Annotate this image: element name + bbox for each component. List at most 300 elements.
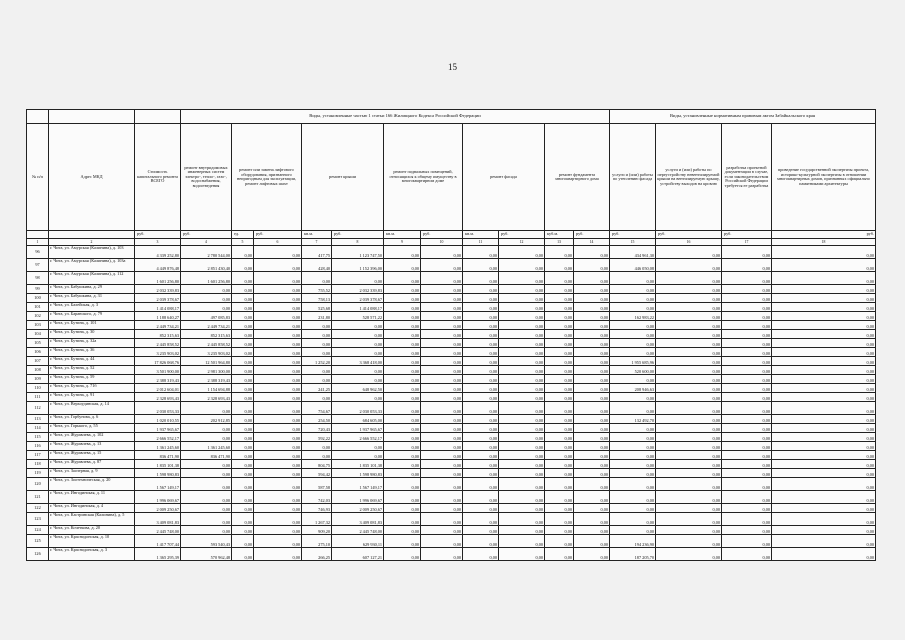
row-value: 0,00: [722, 491, 772, 504]
row-value: 0,00: [254, 442, 302, 451]
row-value: 0,00: [656, 339, 722, 348]
table-row: [27, 535, 876, 548]
row-value: 0,00: [332, 321, 384, 330]
row-value: 1 154 694,88: [181, 384, 232, 393]
table-row: [27, 259, 876, 272]
row-value: 0,00: [574, 478, 610, 491]
row-number: 101: [27, 303, 49, 312]
row-value: 0,00: [384, 303, 421, 312]
row-value: 0,00: [772, 415, 876, 424]
row-value: 0,00: [254, 357, 302, 366]
row-number: 98: [27, 272, 49, 285]
row-value: 0,00: [722, 330, 772, 339]
row-number: 110: [27, 384, 49, 393]
table-row: [27, 330, 876, 339]
row-number: 119: [27, 469, 49, 478]
row-value: 0,00: [254, 535, 302, 548]
row-value: 0,00: [302, 330, 332, 339]
group-blank: [27, 110, 49, 124]
row-value: 0,00: [545, 491, 574, 504]
row-value: 0,00: [254, 294, 302, 303]
row-value: 0,00: [232, 246, 254, 259]
row-address: г. Чита, ул. Краснодонская, д. 10: [49, 535, 135, 548]
row-value: 0,00: [545, 393, 574, 402]
row-value: 0,00: [545, 504, 574, 513]
row-value: 2 030 053,33: [332, 402, 384, 415]
row-value: 0,00: [722, 366, 772, 375]
row-address: г. Чита, ул. Амурская (Калинина), д. 103а: [49, 259, 135, 272]
unit-cell: [27, 231, 49, 239]
row-value: 0,00: [463, 491, 499, 504]
row-address: г. Чита, ул. Балейская, д. 3: [49, 303, 135, 312]
row-value: 0,00: [545, 535, 574, 548]
row-value: 593 540,43: [181, 535, 232, 548]
row-value: 0,00: [574, 526, 610, 535]
row-value: 0,00: [656, 526, 722, 535]
row-value: 0,00: [610, 285, 656, 294]
unit-cell: кв.м.: [463, 231, 499, 239]
row-value: 0,00: [499, 424, 545, 433]
row-value: 0,00: [463, 272, 499, 285]
row-value: 0,00: [421, 424, 463, 433]
column-number: 1: [27, 239, 49, 246]
row-value: 0,00: [545, 460, 574, 469]
row-value: 0,00: [332, 339, 384, 348]
row-value: 0,00: [463, 339, 499, 348]
row-value: 2 328 693,43: [181, 393, 232, 402]
table-row: [27, 415, 876, 424]
row-value: 0,00: [499, 478, 545, 491]
row-value: 0,00: [421, 433, 463, 442]
row-value: 0,00: [722, 357, 772, 366]
table-row: [27, 375, 876, 384]
row-value: 0,00: [656, 330, 722, 339]
header-no: № п/п: [27, 124, 49, 231]
unit-cell: ед.: [232, 231, 254, 239]
column-number: 2: [49, 239, 135, 246]
row-value: 0,00: [384, 442, 421, 451]
row-value: 0,00: [302, 375, 332, 384]
row-value: 0,00: [463, 513, 499, 526]
row-value: 0,00: [545, 526, 574, 535]
row-value: 0,00: [254, 272, 302, 285]
row-value: 0,00: [463, 285, 499, 294]
row-number: 103: [27, 321, 49, 330]
row-value: 2 445 748,00: [135, 526, 181, 535]
row-value: 0,00: [574, 442, 610, 451]
table-row: [27, 303, 876, 312]
row-value: 0,00: [574, 366, 610, 375]
row-address: г. Чита, ул. Журавлева, д. 102: [49, 433, 135, 442]
row-value: 0,00: [772, 366, 876, 375]
row-value: 1 188 640,27: [135, 312, 181, 321]
row-value: 0,00: [421, 272, 463, 285]
row-value: 0,00: [772, 285, 876, 294]
row-value: 594,42: [302, 469, 332, 478]
row-value: 0,00: [574, 415, 610, 424]
row-value: 0,00: [254, 303, 302, 312]
row-value: 0,00: [656, 415, 722, 424]
row-value: 0,00: [421, 535, 463, 548]
row-value: 0,00: [232, 513, 254, 526]
row-number: 123: [27, 513, 49, 526]
row-value: 0,00: [722, 526, 772, 535]
row-value: 0,00: [656, 424, 722, 433]
row-value: 0,00: [574, 285, 610, 294]
row-value: 2 039 378,67: [332, 294, 384, 303]
row-value: 0,00: [232, 469, 254, 478]
row-value: 0,00: [254, 285, 302, 294]
row-value: 0,00: [772, 548, 876, 561]
row-value: 0,00: [722, 246, 772, 259]
row-value: 0,00: [463, 259, 499, 272]
row-value: 0,00: [574, 321, 610, 330]
row-value: 0,00: [499, 384, 545, 393]
row-value: 0,00: [463, 294, 499, 303]
row-value: 0,00: [772, 513, 876, 526]
row-value: 0,00: [421, 330, 463, 339]
row-value: 0,00: [574, 330, 610, 339]
row-value: 0,00: [463, 415, 499, 424]
row-value: 0,00: [384, 357, 421, 366]
row-value: 0,00: [545, 272, 574, 285]
column-number: 11: [463, 239, 499, 246]
row-value: 0,00: [722, 424, 772, 433]
row-value: 0,00: [384, 330, 421, 339]
table-row: [27, 513, 876, 526]
row-value: 0,00: [302, 393, 332, 402]
row-value: 0,00: [574, 339, 610, 348]
row-value: 0,00: [463, 366, 499, 375]
row-value: 0,00: [232, 393, 254, 402]
row-value: 0,00: [463, 460, 499, 469]
row-value: 648 962,50: [332, 384, 384, 393]
row-number: 107: [27, 357, 49, 366]
row-address: г. Чита, ул. Бутина, д. 44: [49, 357, 135, 366]
row-value: 0,00: [499, 246, 545, 259]
row-value: 0,00: [499, 402, 545, 415]
row-value: 0,00: [421, 375, 463, 384]
row-value: 0,00: [722, 433, 772, 442]
table-row: [27, 442, 876, 451]
row-value: 0,00: [574, 491, 610, 504]
row-number: 109: [27, 375, 49, 384]
row-value: 0,00: [499, 491, 545, 504]
row-value: 0,00: [574, 375, 610, 384]
row-value: 0,00: [421, 384, 463, 393]
row-value: 0,00: [499, 526, 545, 535]
row-number: 122: [27, 504, 49, 513]
row-value: 0,00: [181, 469, 232, 478]
row-number: 97: [27, 259, 49, 272]
row-value: 1 365 295,39: [135, 548, 181, 561]
row-address: г. Чита, ул. Ингодинская, д. 4: [49, 504, 135, 513]
header-engineering-systems: ремонт внутридомовых инженерных систем электро-, тепло-, газо-, водоснабжения, водоотведения: [181, 124, 232, 231]
row-number: 114: [27, 424, 49, 433]
table-row: [27, 491, 876, 504]
header-basement: ремонт подвальных помещений, относящихся к общему имуществу в многоквартирном доме: [384, 124, 463, 231]
row-value: 0,00: [181, 513, 232, 526]
row-address: г. Чита, ул. Кочеткова, д. 20: [49, 526, 135, 535]
column-number: 10: [421, 239, 463, 246]
row-value: 0,00: [722, 460, 772, 469]
row-value: 1 598 980,83: [135, 469, 181, 478]
row-value: 0,00: [254, 478, 302, 491]
row-value: 1 835 101,38: [332, 460, 384, 469]
row-value: 17 826 068,76: [135, 357, 181, 366]
row-value: 0,00: [574, 424, 610, 433]
table-row: [27, 526, 876, 535]
row-value: 0,00: [610, 303, 656, 312]
row-value: 0,00: [545, 303, 574, 312]
row-value: 0,00: [254, 424, 302, 433]
row-value: 0,00: [610, 339, 656, 348]
row-value: 0,00: [722, 513, 772, 526]
row-value: 0,00: [254, 312, 302, 321]
row-value: 2 328 693,43: [135, 393, 181, 402]
row-value: 0,00: [545, 548, 574, 561]
row-value: 0,00: [421, 491, 463, 504]
table-row: [27, 366, 876, 375]
row-value: 836 471,90: [135, 451, 181, 460]
row-value: 0,00: [545, 384, 574, 393]
group-blank: [135, 110, 181, 124]
row-value: 0,00: [545, 330, 574, 339]
row-value: 0,00: [574, 393, 610, 402]
row-value: 0,00: [463, 424, 499, 433]
row-value: 0,00: [772, 526, 876, 535]
row-value: 0,00: [384, 548, 421, 561]
table-row: [27, 285, 876, 294]
row-value: 231,80: [302, 312, 332, 321]
row-value: 746,93: [302, 504, 332, 513]
row-value: 1 601 256,80: [181, 272, 232, 285]
row-value: 0,00: [421, 442, 463, 451]
row-value: 0,00: [574, 402, 610, 415]
row-value: 0,00: [772, 442, 876, 451]
row-value: 528 571,22: [332, 312, 384, 321]
unit-cell: руб.: [181, 231, 232, 239]
row-value: 0,00: [499, 375, 545, 384]
row-value: 0,00: [499, 535, 545, 548]
row-value: 0,00: [332, 330, 384, 339]
row-value: 0,00: [254, 415, 302, 424]
row-value: 1 996 069,67: [332, 491, 384, 504]
row-value: 0,00: [302, 442, 332, 451]
row-value: 0,00: [421, 366, 463, 375]
row-value: 0,00: [722, 535, 772, 548]
row-address: г. Чита, ул. Амурская (Калинина), д. 112: [49, 272, 135, 285]
row-value: 0,00: [610, 491, 656, 504]
row-value: 607 127,21: [332, 548, 384, 561]
row-value: 0,00: [574, 451, 610, 460]
column-number: 4: [181, 239, 232, 246]
row-value: 0,00: [254, 513, 302, 526]
row-value: 0,00: [772, 312, 876, 321]
group-regional: Виды, установленные нормативным правовым актом Забайкальского края: [610, 110, 876, 124]
row-value: 0,00: [722, 504, 772, 513]
row-value: 3 501 900,00: [135, 366, 181, 375]
row-value: 0,00: [232, 384, 254, 393]
row-value: 2 009 250,67: [332, 504, 384, 513]
row-address: г. Чита, ул. Амурская (Калинина), д. 103: [49, 246, 135, 259]
row-value: 0,00: [574, 460, 610, 469]
header-elevators: ремонт или замена лифтового оборудования, признанного непригодным для эксплуатации, ремонт лифтовых шахт: [232, 124, 302, 231]
row-value: 0,00: [772, 339, 876, 348]
row-value: 0,00: [302, 366, 332, 375]
row-value: 0,00: [181, 460, 232, 469]
row-value: 0,00: [421, 526, 463, 535]
row-value: 0,00: [421, 312, 463, 321]
row-value: 3 409 081,83: [135, 513, 181, 526]
row-value: 2 449 734,21: [135, 321, 181, 330]
row-value: 0,00: [656, 442, 722, 451]
table-row: [27, 469, 876, 478]
row-value: 0,00: [384, 535, 421, 548]
row-value: 0,00: [254, 469, 302, 478]
row-value: 684 605,00: [332, 415, 384, 424]
row-value: 0,00: [656, 303, 722, 312]
row-address: г. Чита, ул. Бутина, д. 71б: [49, 384, 135, 393]
row-value: 0,00: [499, 357, 545, 366]
row-value: 1 123 747,50: [332, 246, 384, 259]
row-number: 120: [27, 478, 49, 491]
row-value: 0,00: [656, 393, 722, 402]
row-value: 3 235 903,02: [181, 348, 232, 357]
unit-cell: руб.: [499, 231, 545, 239]
row-value: 0,00: [232, 526, 254, 535]
row-value: 0,00: [722, 375, 772, 384]
row-value: 0,00: [610, 433, 656, 442]
row-value: 1 267,32: [302, 513, 332, 526]
row-value: 0,00: [384, 460, 421, 469]
row-value: 0,00: [499, 451, 545, 460]
row-value: 0,00: [384, 285, 421, 294]
row-value: 0,00: [421, 357, 463, 366]
row-value: 0,00: [232, 491, 254, 504]
row-value: 0,00: [656, 548, 722, 561]
row-value: 202 912,85: [181, 415, 232, 424]
row-value: 0,00: [772, 393, 876, 402]
row-value: 187 205,70: [610, 548, 656, 561]
unit-cell: руб.: [610, 231, 656, 239]
column-number: 16: [656, 239, 722, 246]
row-value: 0,00: [232, 366, 254, 375]
row-value: 0,00: [610, 513, 656, 526]
row-number: 124: [27, 526, 49, 535]
column-number: 13: [545, 239, 574, 246]
row-address: г. Чита, ул. Бабушкина, д. 29: [49, 285, 135, 294]
row-value: 0,00: [656, 535, 722, 548]
row-value: 1 567 149,17: [332, 478, 384, 491]
row-value: 0,00: [332, 393, 384, 402]
unit-cell: руб.: [135, 231, 181, 239]
row-value: 0,00: [610, 460, 656, 469]
row-value: 754,67: [302, 402, 332, 415]
row-value: 0,00: [332, 375, 384, 384]
row-value: 0,00: [181, 433, 232, 442]
row-value: 0,00: [384, 526, 421, 535]
row-value: 0,00: [232, 451, 254, 460]
row-value: 0,00: [656, 294, 722, 303]
row-value: 0,00: [254, 433, 302, 442]
row-value: 0,00: [254, 348, 302, 357]
table-row: [27, 312, 876, 321]
row-value: 0,00: [384, 424, 421, 433]
row-value: 0,00: [656, 312, 722, 321]
row-value: 0,00: [722, 451, 772, 460]
row-value: 852 315,63: [181, 330, 232, 339]
header-foundation: ремонт фундамента многоквартирного дома: [545, 124, 610, 231]
row-value: 0,00: [421, 321, 463, 330]
row-value: 0,00: [499, 303, 545, 312]
column-number: 7: [302, 239, 332, 246]
row-value: 446 050,08: [610, 259, 656, 272]
row-value: 1 414 088,17: [135, 303, 181, 312]
row-value: 0,00: [384, 513, 421, 526]
row-value: 587,58: [302, 478, 332, 491]
row-value: 0,00: [545, 321, 574, 330]
unit-cell: руб.: [722, 231, 772, 239]
row-value: 132 492,70: [610, 415, 656, 424]
row-value: 742,03: [302, 491, 332, 504]
row-value: 0,00: [499, 513, 545, 526]
row-value: 0,00: [254, 321, 302, 330]
row-value: 0,00: [574, 357, 610, 366]
row-value: 0,00: [545, 402, 574, 415]
row-value: 0,00: [232, 348, 254, 357]
row-value: 0,00: [421, 303, 463, 312]
table-row: [27, 393, 876, 402]
row-value: 0,00: [574, 504, 610, 513]
row-value: 0,00: [722, 548, 772, 561]
row-value: 0,00: [574, 294, 610, 303]
table-row: [27, 451, 876, 460]
row-value: 0,00: [656, 402, 722, 415]
row-value: 0,00: [656, 513, 722, 526]
row-value: 0,00: [656, 272, 722, 285]
row-value: 0,00: [232, 460, 254, 469]
row-value: 0,00: [181, 303, 232, 312]
row-value: 0,00: [384, 272, 421, 285]
row-value: 434 961,30: [610, 246, 656, 259]
row-value: 0,00: [610, 451, 656, 460]
row-value: 0,00: [545, 415, 574, 424]
row-value: 0,00: [610, 478, 656, 491]
row-number: 105: [27, 339, 49, 348]
row-value: 0,00: [772, 535, 876, 548]
table-row: [27, 548, 876, 561]
unit-cell: руб.: [421, 231, 463, 239]
row-value: 0,00: [254, 259, 302, 272]
row-address: г. Чита, ул. Журавлева, д. 87: [49, 460, 135, 469]
row-value: 0,00: [722, 384, 772, 393]
row-value: 0,00: [232, 321, 254, 330]
row-value: 0,00: [384, 402, 421, 415]
row-value: 0,00: [722, 303, 772, 312]
row-value: 0,00: [181, 504, 232, 513]
row-value: 0,00: [545, 375, 574, 384]
row-value: 2 666 552,17: [135, 433, 181, 442]
row-value: 0,00: [656, 460, 722, 469]
column-number: 8: [332, 239, 384, 246]
row-value: 266,25: [302, 548, 332, 561]
row-value: 0,00: [421, 460, 463, 469]
row-value: 0,00: [302, 348, 332, 357]
row-value: 2 388 319,43: [135, 375, 181, 384]
row-number: 115: [27, 433, 49, 442]
row-value: 0,00: [232, 285, 254, 294]
